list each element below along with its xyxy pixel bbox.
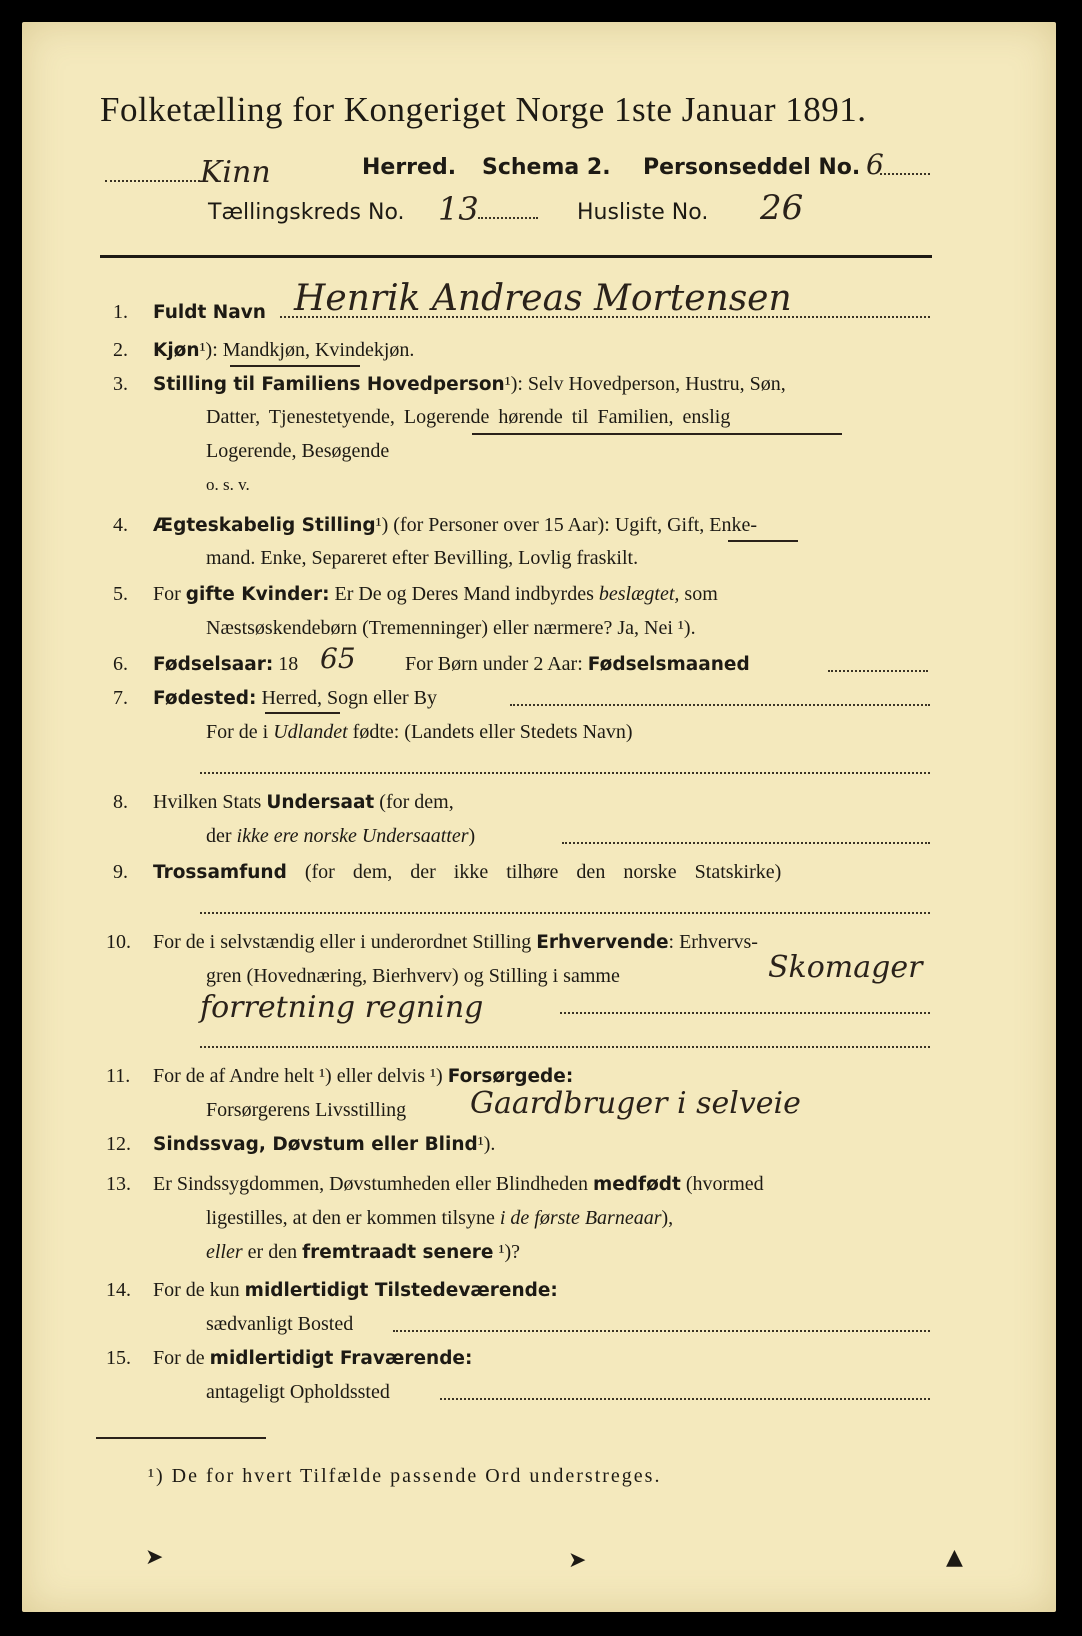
herred-handwritten: Kinn bbox=[200, 155, 271, 190]
birthplace-label: Fødested: bbox=[153, 688, 257, 709]
item-11 bbox=[153, 1066, 573, 1087]
item-11-number: 11. bbox=[106, 1065, 131, 1087]
item-4-number: 4. bbox=[113, 514, 128, 536]
gender-options: : Mandkjøn, Kvindekjøn. bbox=[212, 339, 415, 361]
disability-label: Sindssvag, Døvstum eller Blind bbox=[153, 1134, 478, 1155]
item-3-number: 3. bbox=[113, 373, 128, 395]
marital-status-label: Ægteskabelig Stilling bbox=[153, 515, 376, 536]
schema-label: Schema 2. bbox=[482, 155, 611, 180]
item-2 bbox=[153, 340, 414, 361]
gender-label: Kjøn bbox=[153, 340, 200, 361]
item-9 bbox=[153, 862, 781, 883]
congenital-line2-pre: ligestilles, at den er kommen tilsyne bbox=[206, 1207, 500, 1229]
item-15-number: 15. bbox=[106, 1347, 131, 1369]
birthplace-options: Herred, Sogn eller By bbox=[256, 687, 437, 709]
supported-pre: For de af Andre helt ¹) eller delvis ¹) bbox=[153, 1065, 448, 1087]
item-2-number: 2. bbox=[113, 339, 128, 361]
gender-sup: ¹) bbox=[199, 339, 213, 361]
later-onset-label: fremtraadt senere bbox=[302, 1242, 494, 1263]
item-10-number: 10. bbox=[106, 931, 131, 953]
marital-status-sup: ¹) bbox=[375, 514, 389, 536]
underline-mark bbox=[230, 365, 360, 367]
birth-month-label: Fødselsmaaned bbox=[587, 654, 750, 675]
family-position-sup: ¹) bbox=[504, 373, 518, 395]
husliste-label: Husliste No. bbox=[577, 200, 709, 225]
occupation-line2: gren (Hovednæring, Bierhverv) og Stilling i samme bbox=[206, 965, 620, 987]
footnote-divider bbox=[96, 1437, 266, 1439]
taellingskreds-value: 13 bbox=[438, 190, 479, 228]
married-women-line1: Er De og Deres Mand indbyrdes bbox=[329, 583, 599, 605]
item-1-number: 1. bbox=[113, 301, 128, 323]
occupation-value-2: forretning regning bbox=[200, 990, 484, 1025]
birth-year-label: Fødselsaar: bbox=[153, 654, 274, 675]
religion-label: Trossamfund bbox=[153, 862, 287, 883]
congenital-line3-post: ¹)? bbox=[493, 1241, 521, 1263]
footnote: ¹) De for hvert Tilfælde passende Ord understreges. bbox=[148, 1465, 662, 1487]
dotted-line bbox=[880, 160, 930, 179]
congenital-pre: Er Sindssygdommen, Døvstumheden eller Blindheden bbox=[153, 1173, 593, 1195]
occupation-pre: For de i selvstændig eller i underordnet Stilling bbox=[153, 931, 537, 953]
birthplace-abroad bbox=[206, 722, 633, 742]
item-7 bbox=[153, 688, 437, 709]
family-position-line2: Datter, Tjenestetyende, Logerende hørende til Familien, enslig bbox=[206, 406, 731, 428]
congenital-italic: i de første Barneaar bbox=[499, 1207, 662, 1229]
married-women-pre: For bbox=[153, 583, 186, 605]
marital-status-line1: (for Personer over 15 Aar): Ugift, Gift, Enke- bbox=[388, 514, 758, 536]
item-9-number: 9. bbox=[113, 861, 128, 883]
congenital-eller: eller bbox=[206, 1241, 243, 1263]
item-6-b bbox=[405, 654, 750, 675]
item-1 bbox=[153, 302, 266, 323]
usual-residence-label: sædvanligt Bosted bbox=[206, 1313, 354, 1335]
temp-absent-label: midlertidigt Fraværende: bbox=[209, 1348, 473, 1369]
item-6 bbox=[153, 654, 298, 675]
congenital-label: medfødt bbox=[592, 1174, 681, 1195]
marital-status-line2: mand. Enke, Separeret efter Bevilling, Lovlig fraskilt. bbox=[206, 547, 639, 569]
item-15 bbox=[153, 1348, 472, 1369]
dotted-line bbox=[200, 1046, 930, 1048]
dotted-line bbox=[280, 316, 930, 318]
citizenship-post: (for dem, bbox=[374, 791, 454, 813]
item-12 bbox=[153, 1134, 495, 1155]
dotted-line bbox=[105, 176, 200, 182]
birth-month-pre: For Børn under 2 Aar: bbox=[405, 653, 588, 675]
taellingskreds-label: Tællingskreds No. bbox=[208, 200, 405, 225]
congenital-line2-post: ), bbox=[661, 1207, 674, 1229]
item-8 bbox=[153, 792, 454, 813]
item-6-number: 6. bbox=[113, 653, 128, 675]
temp-absent-pre: For de bbox=[153, 1347, 210, 1369]
disability-sup: ¹). bbox=[477, 1133, 496, 1155]
congenital-line2 bbox=[206, 1208, 673, 1228]
item-14-number: 14. bbox=[106, 1279, 131, 1301]
congenital-post: (hvormed bbox=[680, 1173, 764, 1195]
form-title: Folketælling for Kongeriget Norge 1ste Januar 1891. bbox=[100, 90, 867, 129]
item-13 bbox=[153, 1174, 764, 1195]
congenital-line3 bbox=[206, 1242, 520, 1263]
press-mark: ➤ bbox=[145, 1545, 164, 1570]
married-women-label: gifte Kvinder: bbox=[185, 584, 330, 605]
husliste-value: 26 bbox=[760, 188, 804, 228]
item-4 bbox=[153, 515, 757, 536]
dotted-line bbox=[510, 704, 930, 706]
married-women-line1b: som bbox=[679, 583, 718, 605]
item-14 bbox=[153, 1280, 558, 1301]
item-8-number: 8. bbox=[113, 791, 128, 813]
family-position-line4: o. s. v. bbox=[206, 475, 250, 494]
citizenship-label: Undersaat bbox=[266, 792, 375, 813]
item-10 bbox=[153, 932, 758, 953]
underline-mark bbox=[265, 712, 340, 714]
occupation-value-1: Skomager bbox=[768, 950, 923, 985]
item-5-number: 5. bbox=[113, 583, 128, 605]
personseddel-value: 6 bbox=[866, 148, 884, 181]
probable-residence-label: antageligt Opholdssted bbox=[206, 1381, 390, 1403]
birth-year-value: 65 bbox=[320, 642, 356, 675]
religion-text: (for dem, der ikke tilhøre den norske Statskirke) bbox=[286, 861, 782, 883]
provider-occupation-label: Forsørgerens Livsstilling bbox=[206, 1099, 407, 1121]
dotted-line bbox=[200, 772, 930, 774]
item-13-number: 13. bbox=[106, 1173, 131, 1195]
abroad-italic: Udlandet bbox=[273, 721, 348, 743]
dotted-line bbox=[200, 912, 930, 914]
abroad-post: fødte: (Landets eller Stedets Navn) bbox=[347, 721, 633, 743]
dotted-line bbox=[560, 1012, 930, 1014]
header-divider bbox=[100, 255, 932, 258]
provider-occupation-value: Gaardbruger i selveie bbox=[470, 1086, 801, 1121]
item-5 bbox=[153, 584, 718, 605]
item-7-number: 7. bbox=[113, 687, 128, 709]
full-name-label: Fuldt Navn bbox=[153, 302, 266, 323]
dotted-line bbox=[393, 1330, 930, 1332]
underline-mark bbox=[472, 433, 842, 435]
press-mark: ▲ bbox=[946, 1545, 963, 1570]
citizenship-line2-pre: der bbox=[206, 825, 237, 847]
occupation-label: Erhvervende bbox=[536, 932, 669, 953]
full-name-value: Henrik Andreas Mortensen bbox=[294, 278, 792, 319]
herred-line bbox=[105, 155, 271, 190]
married-women-line2: Næstsøskendebørn (Tremenninger) eller nærmere? Ja, Nei ¹). bbox=[206, 617, 696, 639]
family-position-line1: : Selv Hovedperson, Hustru, Søn, bbox=[517, 373, 786, 395]
citizenship-line2-post: ) bbox=[468, 825, 476, 847]
item-12-number: 12. bbox=[106, 1133, 131, 1155]
citizenship-pre: Hvilken Stats bbox=[153, 791, 267, 813]
family-position-label: Stilling til Familiens Hovedperson bbox=[153, 374, 505, 395]
dotted-line bbox=[440, 1398, 930, 1400]
herred-label: Herred. bbox=[362, 155, 457, 180]
temp-present-pre: For de kun bbox=[153, 1279, 245, 1301]
census-form bbox=[22, 22, 1056, 1612]
dotted-line bbox=[828, 670, 928, 672]
supported-label: Forsørgede: bbox=[447, 1066, 574, 1087]
temp-present-label: midlertidigt Tilstedeværende: bbox=[244, 1280, 558, 1301]
abroad-pre: For de i bbox=[206, 721, 274, 743]
press-mark: ➤ bbox=[568, 1548, 587, 1573]
congenital-line3-mid: er den bbox=[242, 1241, 303, 1263]
birth-year-prefix: 18 bbox=[273, 653, 299, 675]
personseddel-label: Personseddel No. bbox=[643, 155, 861, 180]
underline-mark bbox=[728, 540, 798, 542]
citizenship-line2 bbox=[206, 826, 475, 846]
family-position-line3: Logerende, Besøgende bbox=[206, 440, 390, 462]
occupation-post: : Erhvervs- bbox=[668, 931, 758, 953]
item-3 bbox=[153, 374, 786, 395]
dotted-line bbox=[562, 842, 930, 844]
dotted-line bbox=[478, 204, 538, 223]
married-women-italic: beslægtet, bbox=[598, 583, 680, 605]
citizenship-italic: ikke ere norske Undersaatter bbox=[236, 825, 469, 847]
